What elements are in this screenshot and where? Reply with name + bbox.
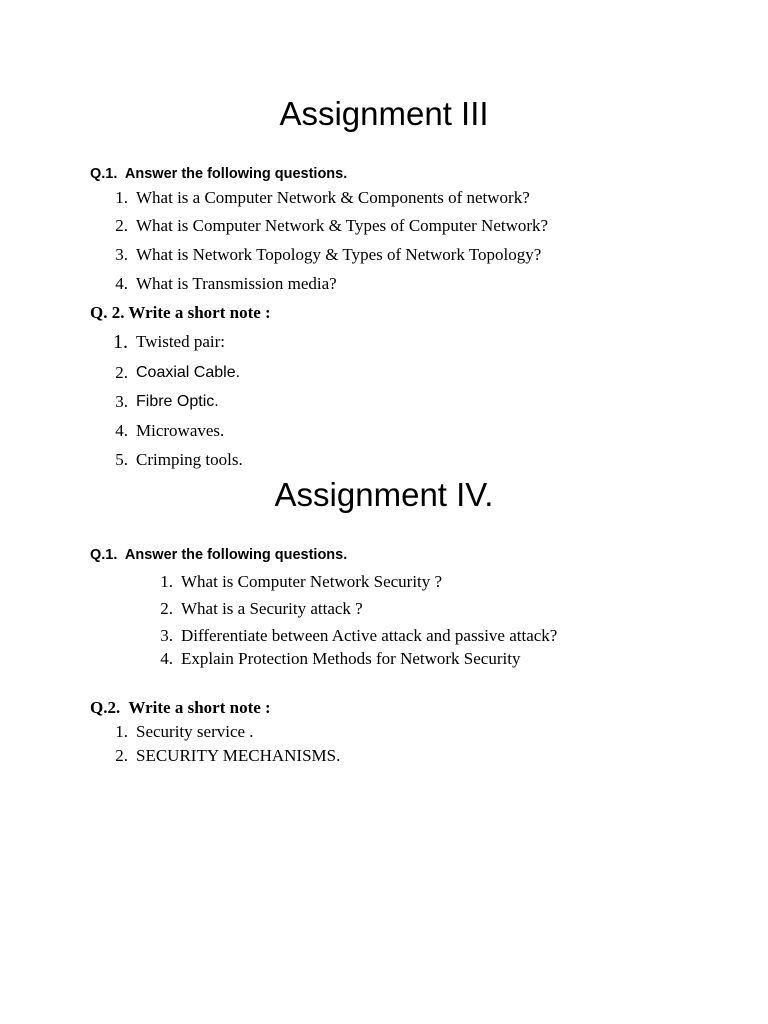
- list-item: [160, 572, 443, 592]
- list-item-text: What is a Computer Network & Components of network?: [136, 188, 530, 207]
- list-item: [115, 274, 337, 294]
- list-item-text: Microwaves.: [136, 421, 225, 440]
- list-item-text: What is Computer Network Security ?: [181, 572, 443, 591]
- list-item: [115, 746, 341, 766]
- list-item-text: What is Computer Network & Types of Computer Network?: [136, 216, 549, 235]
- list-item: [115, 392, 219, 412]
- list-item: [115, 245, 542, 265]
- list-item-text: Differentiate between Active attack and passive attack?: [181, 626, 558, 645]
- list-item-text: What is Transmission media?: [136, 274, 337, 293]
- list-item: [115, 363, 241, 383]
- list-item-text: Crimping tools.: [136, 450, 243, 469]
- list-item-text: Explain Protection Methods for Network Security: [181, 649, 521, 668]
- list-number: 1.: [115, 188, 128, 207]
- list-number: 2.: [115, 216, 128, 235]
- list-number: 5.: [115, 450, 128, 469]
- list-item: [160, 649, 521, 669]
- list-item-text: What is Network Topology & Types of Network Topology?: [136, 245, 542, 264]
- list-item: [113, 331, 225, 353]
- list-item-text: SECURITY MECHANISMS.: [136, 746, 341, 765]
- list-item: [160, 599, 363, 619]
- assignment-4-title: Assignment IV.: [274, 476, 494, 513]
- list-number: 4.: [160, 649, 173, 668]
- list-number: 2.: [160, 599, 173, 618]
- list-number: 1.: [115, 722, 128, 741]
- list-number: 1.: [113, 331, 128, 353]
- list-item: [115, 722, 254, 742]
- list-number: 1.: [160, 572, 173, 591]
- assignment-3-q1-label: Q.1. Answer the following questions.: [90, 166, 348, 182]
- list-item: [160, 626, 558, 646]
- list-item: [115, 216, 549, 236]
- list-item-text: Twisted pair:: [136, 332, 225, 351]
- list-number: 3.: [160, 626, 173, 645]
- list-item: [115, 450, 243, 470]
- list-item: [115, 421, 225, 441]
- assignment-3-title: Assignment III: [279, 95, 489, 132]
- list-number: 3.: [115, 392, 128, 411]
- list-item-text: Security service .: [136, 722, 254, 741]
- list-item-text: Coaxial Cable.: [136, 364, 241, 381]
- list-item-text: What is a Security attack ?: [181, 599, 363, 618]
- list-number: 4.: [115, 274, 128, 293]
- list-item-text: Fibre Optic.: [136, 393, 219, 410]
- assignment-4-q2-label: Q.2. Write a short note :: [90, 698, 271, 717]
- assignment-4-q1-label: Q.1. Answer the following questions.: [90, 547, 348, 563]
- list-number: 2.: [115, 746, 128, 765]
- list-number: 3.: [115, 245, 128, 264]
- list-number: 2.: [115, 363, 128, 382]
- assignment-3-q2-label: Q. 2. Write a short note :: [90, 303, 271, 322]
- list-item: [115, 188, 530, 208]
- list-number: 4.: [115, 421, 128, 440]
